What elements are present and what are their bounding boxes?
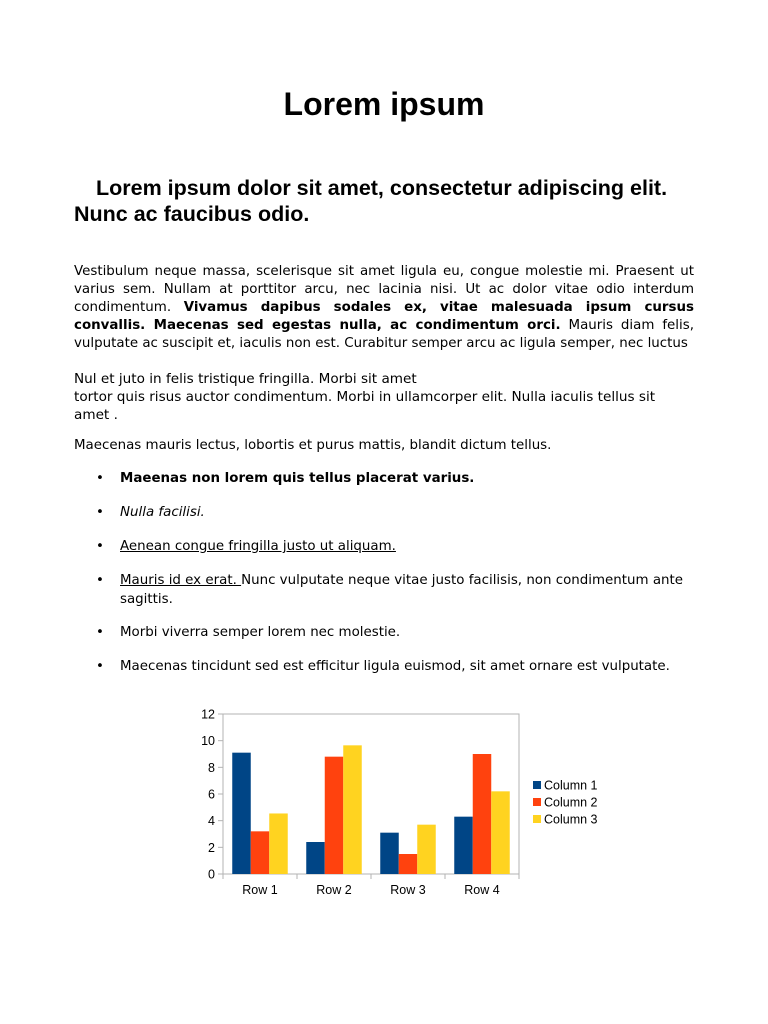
- paragraph-1-bold: Vivamus dapibus sodales ex, vitae malesuada ipsum cursus convallis. Maecenas sed egestas nulla, ac condimentum orci.: [74, 300, 694, 333]
- y-tick-label: 4: [208, 814, 215, 829]
- list-item: [74, 657, 695, 676]
- legend-label: Column 2: [544, 795, 598, 810]
- paragraph-2-line-1: Nul et juto in felis tristique fringilla. Morbi sit amet: [74, 371, 417, 387]
- page-title: Lorem ipsum: [283, 86, 485, 122]
- legend-swatch: [533, 798, 541, 806]
- list-item-text: Nunc vulputate neque vitae justo facilisis, non condimentum ante sagittis.: [120, 573, 683, 607]
- bar-column-1: [232, 753, 251, 874]
- list-item-text: Maecenas tincidunt sed est efficitur ligula euismod, sit amet ornare est vulputate.: [120, 659, 670, 674]
- bar-column-3: [491, 791, 510, 874]
- paragraph-3: Maecenas mauris lectus, lobortis et purus mattis, blandit dictum tellus.: [74, 438, 552, 453]
- bar-column-3: [417, 825, 436, 874]
- bullet-marker: •: [96, 471, 104, 486]
- y-tick-label: 8: [208, 760, 215, 775]
- paragraph-2: [74, 370, 694, 424]
- bar-column-2: [473, 754, 492, 874]
- list-item-text: Morbi viverra semper lorem nec molestie.: [120, 625, 401, 640]
- list-item-text: Nulla facilisi.: [120, 505, 205, 520]
- bar-column-2: [251, 831, 270, 874]
- list-item-underlined-text: Mauris id ex erat.: [120, 573, 242, 588]
- bullet-marker: •: [96, 659, 104, 674]
- bullet-marker: •: [96, 539, 104, 554]
- paragraph-1-text-a: Vestibulum neque massa, scelerisque sit amet ligula eu, congue molestie mi. Praesent ut varius sem. Nullam at porttitor arcu, nec lacinia nisi. Ut ac dolor vitae odio interdum condimentum.: [74, 264, 694, 315]
- bar-column-1: [306, 842, 325, 874]
- bar-column-1: [380, 833, 399, 874]
- bullet-list: [74, 469, 695, 676]
- x-tick-label: Row 4: [464, 883, 500, 897]
- x-tick-label: Row 3: [390, 883, 426, 897]
- legend-swatch: [533, 781, 541, 789]
- x-tick-label: Row 2: [316, 883, 352, 897]
- list-item: [74, 571, 695, 609]
- list-item: [74, 503, 695, 522]
- bar-column-1: [454, 817, 473, 874]
- legend-label: Column 3: [544, 812, 598, 827]
- y-tick-label: 6: [208, 787, 215, 802]
- paragraph-2-line-2: tortor quis risus auctor condimentum. Morbi in ullamcorper elit. Nulla iaculis tellus sit amet .: [74, 389, 656, 423]
- x-tick-label: Row 1: [242, 883, 278, 897]
- y-tick-label: 0: [208, 867, 215, 882]
- list-item: [74, 469, 695, 488]
- subtitle-text: Lorem ipsum dolor sit amet, consectetur adipiscing elit. Nunc ac faucibus odio.: [74, 176, 668, 226]
- bar-column-2: [325, 757, 344, 874]
- list-item: [74, 537, 695, 556]
- y-tick-label: 2: [208, 840, 215, 855]
- list-item-text: Maeenas non lorem quis tellus placerat varius.: [120, 471, 475, 486]
- y-tick-label: 12: [201, 707, 215, 722]
- legend-label: Column 1: [544, 778, 598, 793]
- bar-column-3: [343, 745, 362, 874]
- paragraph-1-text-b: Mauris diam felis, vulputate ac suscipit et, iaculis non est. Curabitur semper arcu ac ligula semper, nec luctus: [74, 318, 694, 351]
- bar-column-3: [269, 813, 288, 874]
- paragraph-1: [74, 263, 694, 353]
- list-item: [74, 623, 695, 642]
- legend-swatch: [533, 815, 541, 823]
- list-item-text: Aenean congue fringilla justo ut aliquam.: [120, 539, 396, 554]
- bullet-marker: •: [96, 573, 104, 588]
- subtitle-heading: [74, 175, 684, 227]
- bar-chart: [180, 700, 620, 905]
- bullet-marker: •: [96, 625, 104, 640]
- bar-column-2: [399, 854, 418, 874]
- bullet-marker: •: [96, 505, 104, 520]
- y-tick-label: 10: [201, 734, 215, 749]
